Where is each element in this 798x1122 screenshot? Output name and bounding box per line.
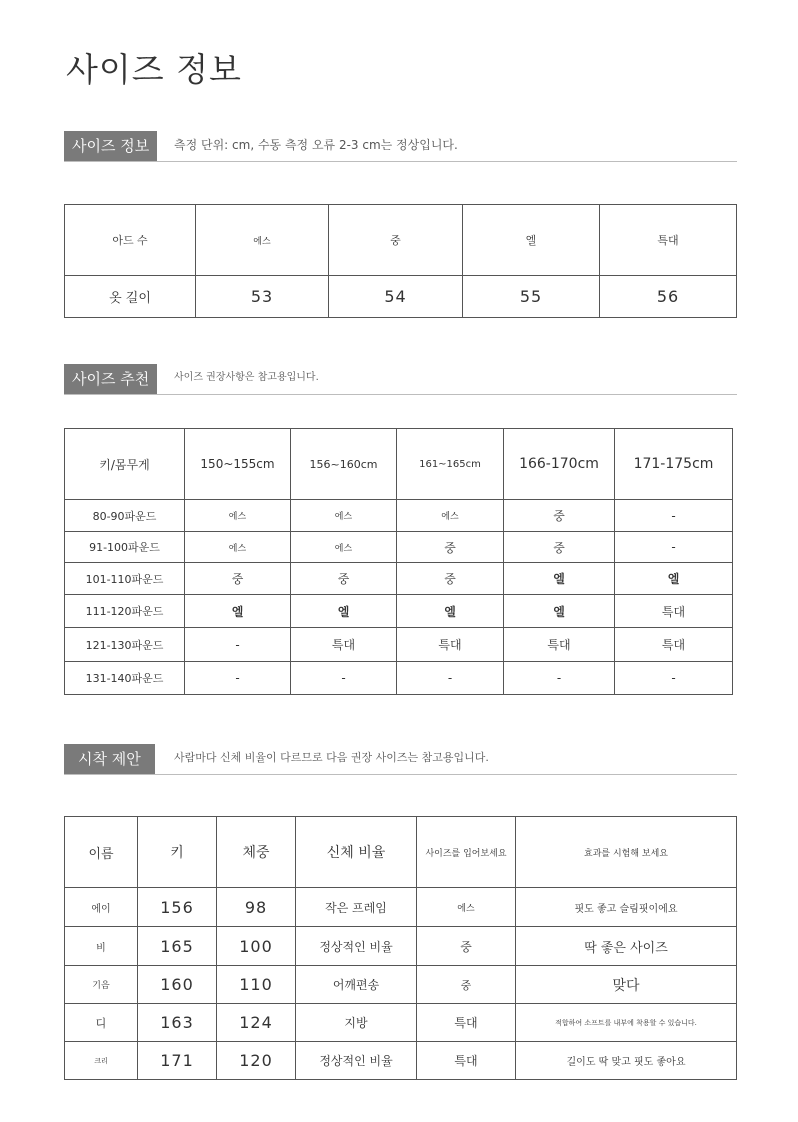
recommend-cell: 에스 (185, 500, 291, 532)
recommend-cell: 중 (291, 563, 397, 595)
trial-row (65, 1004, 737, 1042)
recommend-header-cell: 161~165cm (397, 429, 504, 500)
recommend-cell: - (504, 662, 615, 695)
recommend-row-label: 131-140파운드 (65, 662, 185, 695)
recommend-header-cell: 150~155cm (185, 429, 291, 500)
size-info-table (64, 204, 737, 318)
trial-row (65, 966, 737, 1004)
size-info-tag: 사이즈 정보 (64, 131, 157, 161)
recommend-row-label: 111-120파운드 (65, 595, 185, 628)
recommend-header-cell: 171-175cm (615, 429, 733, 500)
recommend-cell: 에스 (185, 532, 291, 563)
recommend-cell: 특대 (291, 628, 397, 662)
trial-weight: 124 (217, 1004, 296, 1042)
recommend-cell: 엘 (185, 595, 291, 628)
trial-height: 163 (138, 1004, 217, 1042)
trial-name: 크리 (65, 1042, 138, 1080)
size-info-header-row (65, 205, 737, 276)
trial-size: 중 (417, 966, 516, 1004)
recommend-cell: - (397, 662, 504, 695)
recommend-header-row (65, 429, 733, 500)
size-info-row (65, 276, 737, 318)
size-info-header-cell: 중 (329, 205, 463, 276)
size-info-header-cell: 엘 (463, 205, 600, 276)
trial-height: 160 (138, 966, 217, 1004)
recommend-header-cell: 키/몸무게 (65, 429, 185, 500)
trial-height: 165 (138, 927, 217, 966)
recommend-row (65, 595, 733, 628)
recommend-row (65, 532, 733, 563)
recommend-cell: 에스 (291, 532, 397, 563)
trial-tag: 시착 제안 (64, 744, 155, 774)
size-info-value: 55 (463, 276, 600, 318)
trial-header-cell: 사이즈를 입어보세요 (417, 817, 516, 888)
trial-table (64, 816, 737, 1080)
trial-height: 156 (138, 888, 217, 927)
trial-header-row (65, 817, 737, 888)
recommend-cell: 엘 (504, 563, 615, 595)
recommend-cell: 특대 (504, 628, 615, 662)
recommend-cell: 중 (504, 532, 615, 563)
page-title: 사이즈 정보 (66, 50, 242, 89)
trial-row (65, 888, 737, 927)
recommend-cell: - (615, 500, 733, 532)
trial-size: 중 (417, 927, 516, 966)
recommend-cell: - (615, 662, 733, 695)
trial-header-cell: 효과를 시험해 보세요 (516, 817, 737, 888)
size-info-value: 56 (600, 276, 737, 318)
recommend-cell: 특대 (615, 628, 733, 662)
trial-weight: 110 (217, 966, 296, 1004)
trial-size: 특대 (417, 1004, 516, 1042)
trial-note: 사람마다 신체 비율이 다르므로 다음 권장 사이즈는 참고용입니다. (174, 751, 489, 764)
recommend-row-label: 80-90파운드 (65, 500, 185, 532)
recommend-row (65, 628, 733, 662)
recommend-cell: 엘 (615, 563, 733, 595)
recommend-cell: 특대 (615, 595, 733, 628)
recommend-table (64, 428, 733, 695)
recommend-cell: - (185, 628, 291, 662)
trial-effect: 적합하여 소프트를 내부에 착용할 수 있습니다. (516, 1004, 737, 1042)
trial-effect: 길이도 딱 맞고 핏도 좋아요 (516, 1042, 737, 1080)
recommend-row-label: 101-110파운드 (65, 563, 185, 595)
trial-ratio: 정상적인 비율 (296, 927, 417, 966)
recommend-cell: 중 (397, 532, 504, 563)
trial-effect: 맞다 (516, 966, 737, 1004)
recommend-cell: 중 (185, 563, 291, 595)
recommend-header-cell: 156~160cm (291, 429, 397, 500)
size-info-section-header (64, 131, 737, 162)
trial-ratio: 어깨편송 (296, 966, 417, 1004)
recommend-section-header (64, 364, 737, 395)
trial-row (65, 927, 737, 966)
trial-ratio: 정상적인 비율 (296, 1042, 417, 1080)
recommend-tag: 사이즈 추천 (64, 364, 157, 394)
trial-header-cell: 키 (138, 817, 217, 888)
size-info-header-cell: 에스 (196, 205, 329, 276)
trial-weight: 98 (217, 888, 296, 927)
recommend-note: 사이즈 권장사항은 참고용입니다. (174, 372, 319, 383)
recommend-cell: 중 (504, 500, 615, 532)
trial-effect: 딱 좋은 사이즈 (516, 927, 737, 966)
recommend-row-label: 121-130파운드 (65, 628, 185, 662)
trial-name: 디 (65, 1004, 138, 1042)
trial-ratio: 작은 프레임 (296, 888, 417, 927)
trial-height: 171 (138, 1042, 217, 1080)
size-info-value: 54 (329, 276, 463, 318)
trial-name: 비 (65, 927, 138, 966)
trial-effect: 핏도 좋고 슬림핏이에요 (516, 888, 737, 927)
trial-section-header (64, 744, 737, 775)
recommend-cell: 중 (397, 563, 504, 595)
recommend-row (65, 500, 733, 532)
size-info-header-cell: 특대 (600, 205, 737, 276)
trial-header-cell: 이름 (65, 817, 138, 888)
recommend-header-cell: 166-170cm (504, 429, 615, 500)
size-info-header-cell: 아드 수 (65, 205, 196, 276)
trial-name: 에이 (65, 888, 138, 927)
size-info-note: 측정 단위: cm, 수동 측정 오류 2-3 cm는 정상입니다. (174, 138, 458, 152)
recommend-cell: 에스 (397, 500, 504, 532)
recommend-row-label: 91-100파운드 (65, 532, 185, 563)
recommend-cell: 엘 (291, 595, 397, 628)
recommend-cell: 엘 (504, 595, 615, 628)
size-info-value: 53 (196, 276, 329, 318)
trial-header-cell: 신체 비율 (296, 817, 417, 888)
trial-row (65, 1042, 737, 1080)
recommend-cell: 에스 (291, 500, 397, 532)
recommend-cell: - (185, 662, 291, 695)
size-info-row-label: 옷 길이 (65, 276, 196, 318)
trial-size: 특대 (417, 1042, 516, 1080)
trial-weight: 100 (217, 927, 296, 966)
recommend-row (65, 563, 733, 595)
recommend-cell: - (615, 532, 733, 563)
trial-size: 에스 (417, 888, 516, 927)
recommend-row (65, 662, 733, 695)
recommend-cell: 특대 (397, 628, 504, 662)
trial-name: 기음 (65, 966, 138, 1004)
trial-ratio: 지방 (296, 1004, 417, 1042)
trial-header-cell: 체중 (217, 817, 296, 888)
recommend-cell: 엘 (397, 595, 504, 628)
trial-weight: 120 (217, 1042, 296, 1080)
recommend-cell: - (291, 662, 397, 695)
